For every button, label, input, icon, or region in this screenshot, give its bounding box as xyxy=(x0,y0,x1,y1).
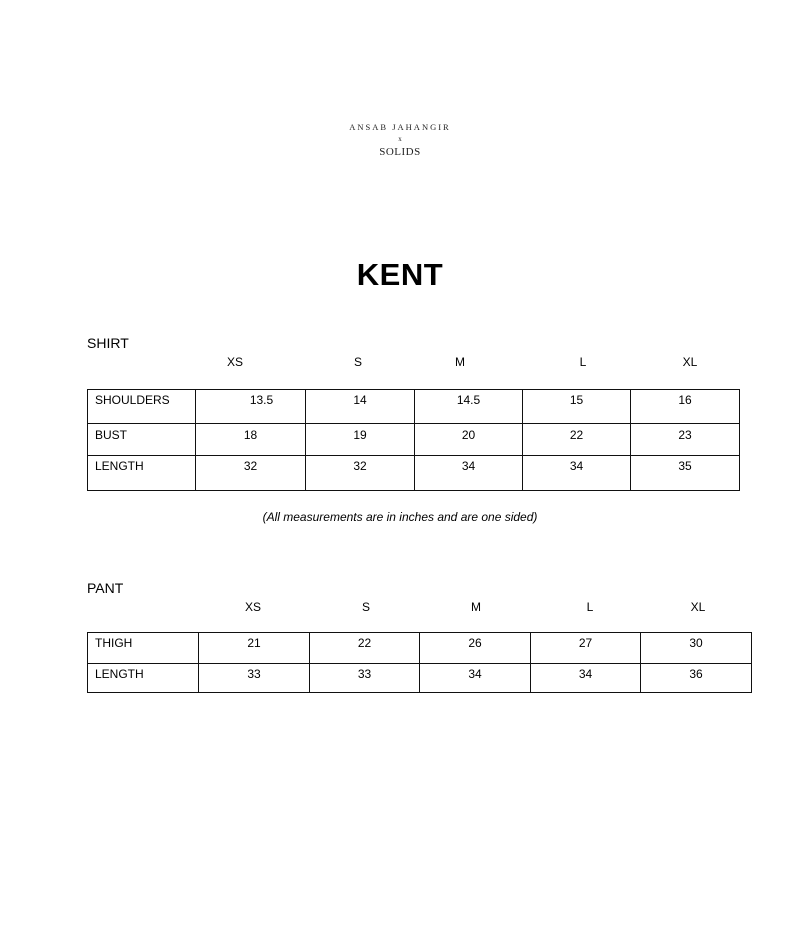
table-cell: 18 xyxy=(196,424,306,456)
table-cell: 16 xyxy=(631,390,740,424)
measurement-note: (All measurements are in inches and are one sided) xyxy=(262,510,538,524)
table-cell: 33 xyxy=(199,664,310,693)
table-row xyxy=(88,664,752,693)
table-cell: 19 xyxy=(306,424,415,456)
table-cell: 34 xyxy=(523,456,631,491)
table-cell: 34 xyxy=(531,664,641,693)
table-row xyxy=(88,633,752,664)
shirt-size-header: XL xyxy=(682,355,698,369)
pant-size-header: S xyxy=(361,600,370,614)
table-cell: 22 xyxy=(310,633,420,664)
table-row xyxy=(88,424,740,456)
shirt-size-header: XS xyxy=(226,355,243,369)
pant-size-header: XL xyxy=(690,600,706,614)
table-cell: 32 xyxy=(306,456,415,491)
row-label-length: LENGTH xyxy=(88,664,199,693)
shirt-size-header: S xyxy=(353,355,362,369)
brand-solids-line: SOLIDS xyxy=(379,146,421,158)
table-cell: 34 xyxy=(415,456,523,491)
row-label-shoulders: SHOULDERS xyxy=(88,390,196,424)
table-cell: 20 xyxy=(415,424,523,456)
table-row xyxy=(88,456,740,491)
table-cell: 35 xyxy=(631,456,740,491)
table-cell: 13.5 xyxy=(196,390,306,424)
table-cell: 32 xyxy=(196,456,306,491)
shirt-size-header: M xyxy=(455,355,465,369)
row-label-length: LENGTH xyxy=(88,456,196,491)
shirt-section-label: SHIRT xyxy=(87,335,129,351)
table-cell: 33 xyxy=(310,664,420,693)
row-label-bust: BUST xyxy=(88,424,196,456)
brand-name-line: ANSAB JAHANGIR xyxy=(349,122,451,132)
table-cell: 30 xyxy=(641,633,752,664)
table-cell: 21 xyxy=(199,633,310,664)
brand-logo xyxy=(0,122,800,158)
table-cell: 14.5 xyxy=(415,390,523,424)
table-cell: 27 xyxy=(531,633,641,664)
shirt-size-table xyxy=(87,389,740,491)
row-label-thigh: THIGH xyxy=(88,633,199,664)
pant-size-header: L xyxy=(586,600,594,614)
pant-size-header: XS xyxy=(244,600,261,614)
table-cell: 36 xyxy=(641,664,752,693)
table-row xyxy=(88,390,740,424)
table-cell: 22 xyxy=(523,424,631,456)
table-cell: 14 xyxy=(306,390,415,424)
brand-collab-x: x xyxy=(398,135,402,143)
page-title: KENT xyxy=(356,257,444,292)
pant-size-header: M xyxy=(471,600,481,614)
pant-section-label: PANT xyxy=(87,580,124,596)
table-cell: 34 xyxy=(420,664,531,693)
table-cell: 23 xyxy=(631,424,740,456)
table-cell: 26 xyxy=(420,633,531,664)
table-cell: 15 xyxy=(523,390,631,424)
pant-size-table xyxy=(87,632,752,693)
shirt-size-header: L xyxy=(579,355,587,369)
